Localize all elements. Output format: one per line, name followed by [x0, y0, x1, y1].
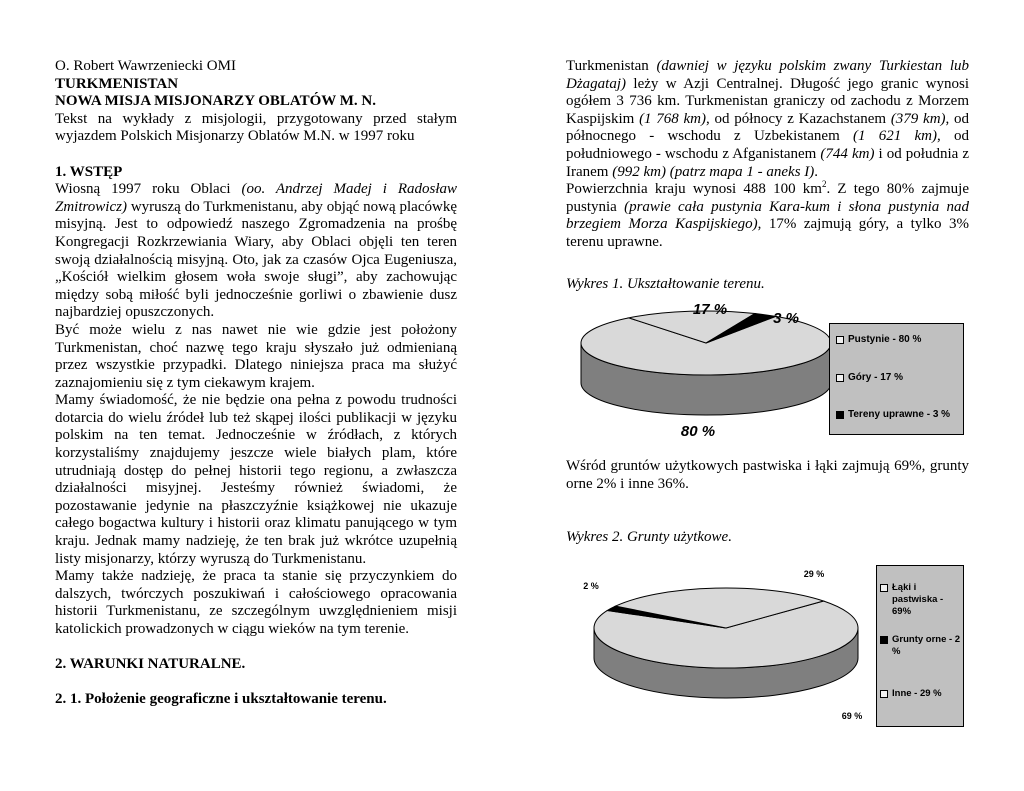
legend-item: Inne - 29 % [880, 688, 962, 700]
data-label: 17 % [692, 301, 728, 318]
chart-1-caption: Wykres 1. Ukształtowanie terenu. [566, 276, 765, 292]
paragraph: Wiosną 1997 roku Oblaci (oo. Andrzej Madej i Radosław Zmitrowicz) wyruszą do Turkmenistanu, aby objąć nową placówkę misyjną. Jest to odpowiedź naszego Zgromadzenia na prośbę Kongregacji Rozkrzewiania Wiary, aby Oblaci objęli ten teren swoją działalnością misyjną. Oto, jak za czasów Ojca Eugeniusza, „Kościół wielkim głosem woła swoje sługi”, aby zachowując między sobą miłość byli jednocześnie gorliwi o zbawienie dusz najbardziej opuszczonych. [55, 181, 457, 321]
legend-item: Pustynie - 80 % [836, 334, 921, 345]
legend-item: Tereny uprawne - 3 % [836, 409, 950, 420]
right-column [566, 58, 969, 252]
paragraph: Mamy świadomość, że nie będzie ona pełna z powodu trudności dotarcia do wielu źródeł lub też skąpej ilości publikacji w języku polskim na ten temat. Jednocześnie w źródłach, z których korzystaliśmy znajdujemy jeszcze wiele białych plam, które utrudniają dostęp do pełnej historii tego regionu, a zwłaszcza działalności misyjnej. Jesteśmy również świadomi, że pozostawanie jedynie na płaszczyźnie książkowej nie ukazuje całego bogactwa kultury i historii oraz klimatu panującego w tym kraju. Jednak mamy nadzieję, że ten brak już wkrótce uzupełnią listy misjonarzy, którzy wyruszą do Turkmenistanu. [55, 392, 457, 567]
legend-swatch [880, 636, 888, 644]
paragraph: Mamy także nadzieję, że praca ta stanie się przyczynkiem do dalszych, twórczych poszukiwań i całościowego opracowania historii Turkmenistanu, ze szczególnym uwzględnieniem misji katolickich prowadzonych w ciągu wieków na tym terenie. [55, 568, 457, 637]
document-title: TURKMENISTAN [55, 75, 179, 92]
author: O. Robert Wawrzeniecki OMI [55, 58, 236, 74]
paragraph: Powierzchnia kraju wynosi 488 100 $km^2$. Z tego 80% zajmuje pustynia (prawie cała pustynia Kara-kum i słona pustynia nad brzegiem Morza Kaspijskiego), 17% zajmują góry, a tylko 3% terenu uprawne. [566, 179, 969, 250]
paragraph: Wśród gruntów użytkowych pastwiska i łąki zajmują 69%, grunty orne 2% i inne 36%. [566, 458, 969, 492]
paragraph: Być może wielu z nas nawet nie wie gdzie jest położony Turkmenistan, choć nazwę tego kraju słyszało już odmienianą przez wszystkie przypadki. Dlatego niniejsza praca ma służyć zaznajomieniu się z tym ciekawym krajem. [55, 321, 457, 391]
data-label: 3 % [773, 310, 799, 327]
legend-item: Grunty orne - 2 % [880, 634, 962, 658]
section-2-heading: 2. WARUNKI NATURALNE. [55, 656, 246, 673]
data-label: 80 % [680, 423, 716, 440]
data-label: 69 % [841, 711, 863, 721]
chart-2-legend [876, 565, 964, 727]
legend-swatch [836, 374, 844, 382]
left-column [55, 58, 457, 709]
intro-text: Tekst na wykłady z misjologii, przygotowany przed stałym wyjazdem Polskich Misjonarzy Oblatów M.N. w 1997 roku [55, 110, 457, 145]
legend-swatch [880, 584, 888, 592]
legend-swatch [836, 411, 844, 419]
section-2-1-heading: 2. 1. Położenie geograficzne i ukształtowanie terenu. [55, 691, 387, 708]
data-label: 2 % [583, 581, 599, 591]
chart-1-legend [829, 323, 964, 435]
chart-2-caption: Wykres 2. Grunty użytkowe. [566, 529, 732, 545]
section-1-heading: 1. WSTĘP [55, 163, 123, 180]
legend-swatch [880, 690, 888, 698]
data-label: 29 % [803, 569, 825, 579]
document-subtitle: NOWA MISJA MISJONARZY OBLATÓW M. N. [55, 93, 377, 110]
chart-2 [566, 565, 886, 735]
legend-item: Góry - 17 % [836, 372, 903, 383]
legend-item: Łąki i pastwiska - 69% [880, 582, 962, 618]
paragraph: Turkmenistan (dawniej w języku polskim zwany Turkiestan lub Dżagataj) leży w Azji Centralnej. Długość jego granic wynosi ogółem 3 736 km. Turkmenistan graniczy od zachodu z Morzem Kaspijskim (1 768 km), od północy z Kazachstanem (379 km), od północnego - wschodu z Uzbekistanem (1 621 km), od południowego - wschodu z Afganistanem (744 km) i od południa z Iranem (992 km) (patrz mapa 1 - aneks I). [566, 58, 970, 180]
legend-swatch [836, 336, 844, 344]
